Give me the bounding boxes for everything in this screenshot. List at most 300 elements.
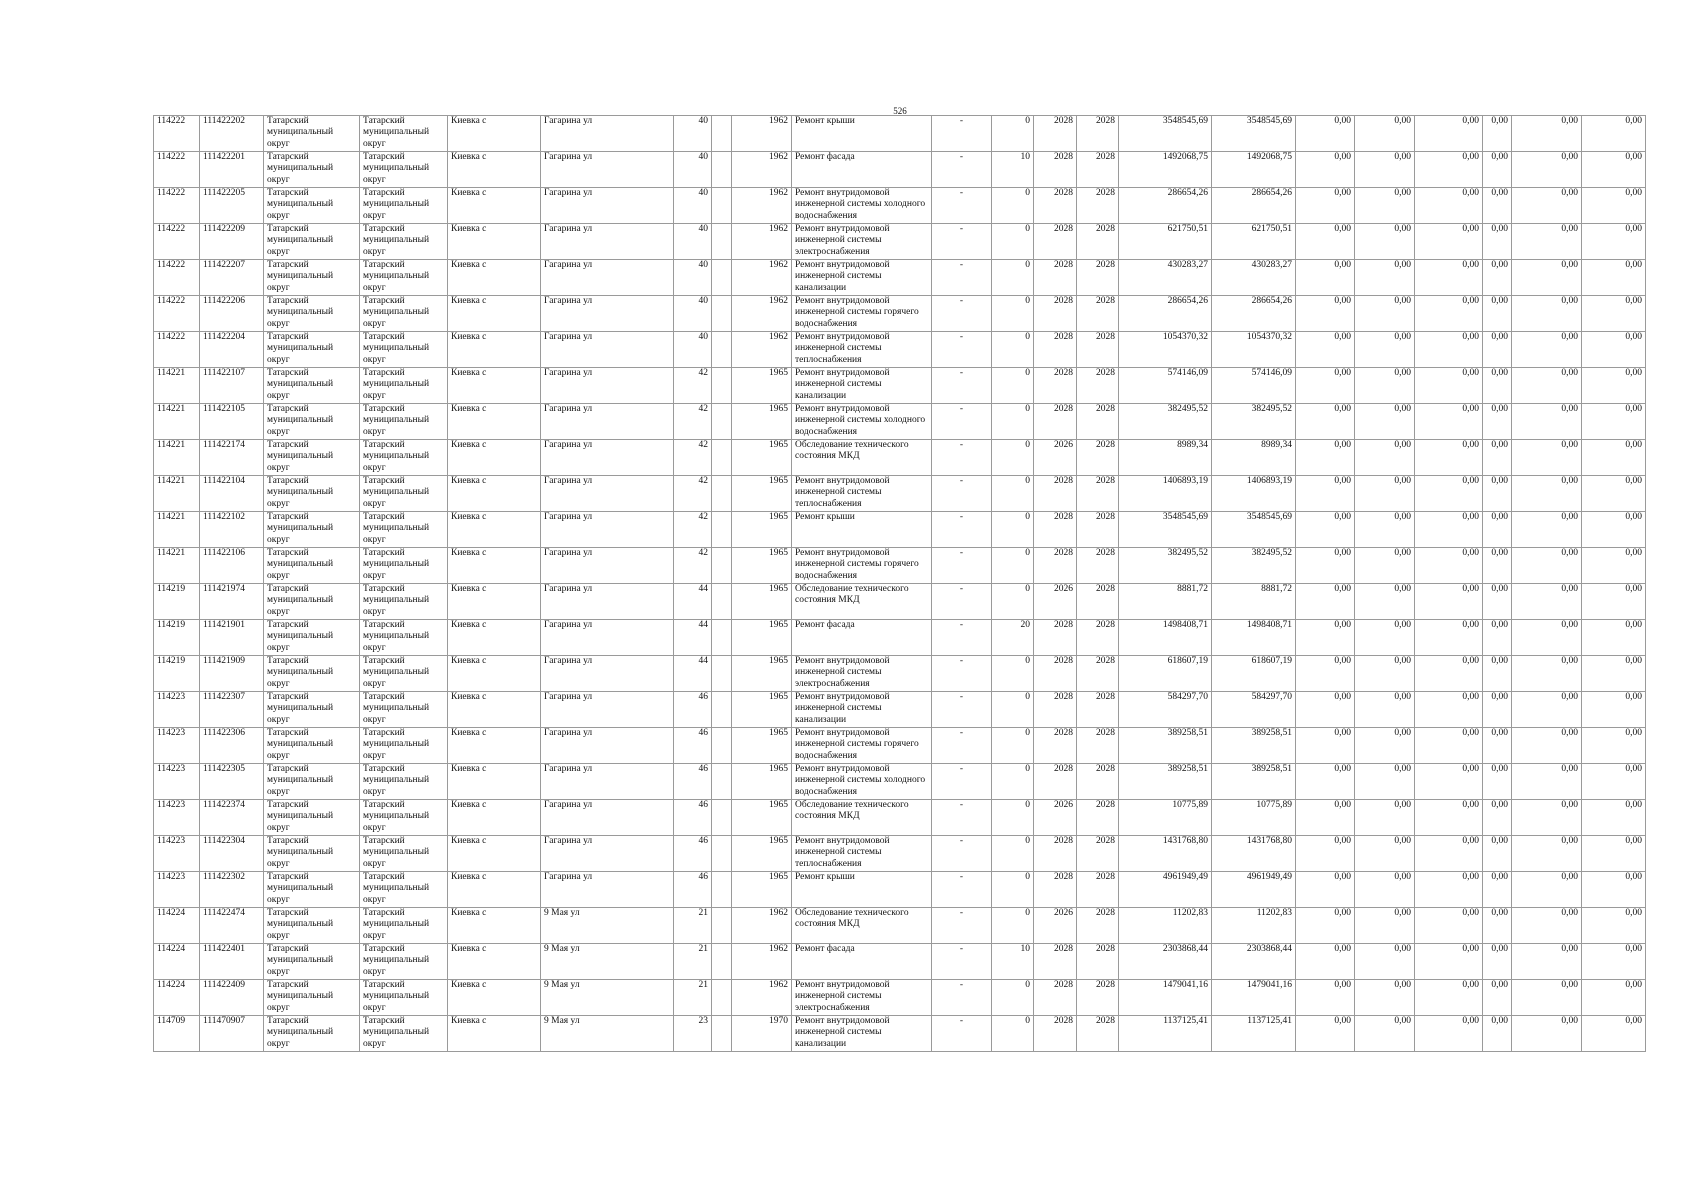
amount-cell: 0,00 xyxy=(1415,620,1483,656)
amount-cell: 0,00 xyxy=(1512,368,1582,404)
building-cell xyxy=(712,908,732,944)
amount-cell: 0,00 xyxy=(1512,800,1582,836)
year-start-cell: 2028 xyxy=(1034,872,1077,908)
amount-cell: 0,00 xyxy=(1415,548,1483,584)
settlement-cell: Киевка с xyxy=(448,836,541,872)
street-cell: Гагарина ул xyxy=(541,836,674,872)
year-end-cell: 2028 xyxy=(1077,620,1119,656)
dash-cell: - xyxy=(932,944,992,980)
value-cell: 0 xyxy=(992,728,1034,764)
amount-cell: 0,00 xyxy=(1512,656,1582,692)
settlement-cell: Киевка с xyxy=(448,152,541,188)
street-cell: Гагарина ул xyxy=(541,800,674,836)
district-cell: Татарский муниципальный округ xyxy=(264,764,360,800)
year-end-cell: 2028 xyxy=(1077,260,1119,296)
work-id-cell: 111422307 xyxy=(200,692,264,728)
cost-total-cell: 2303868,44 xyxy=(1119,944,1212,980)
value-cell: 0 xyxy=(992,296,1034,332)
house-number-cell: 23 xyxy=(674,1016,712,1052)
cost-fund-cell: 574146,09 xyxy=(1212,368,1296,404)
amount-cell: 0,00 xyxy=(1483,800,1512,836)
amount-cell: 0,00 xyxy=(1296,224,1355,260)
build-year-cell: 1962 xyxy=(732,152,792,188)
municipality-cell: Татарский муниципальный округ xyxy=(360,980,448,1016)
value-cell: 10 xyxy=(992,152,1034,188)
value-cell: 0 xyxy=(992,368,1034,404)
amount-cell: 0,00 xyxy=(1582,692,1646,728)
table-row xyxy=(154,908,1646,944)
building-cell xyxy=(712,152,732,188)
work-id-cell: 111422205 xyxy=(200,188,264,224)
settlement-cell: Киевка с xyxy=(448,368,541,404)
amount-cell: 0,00 xyxy=(1512,908,1582,944)
settlement-cell: Киевка с xyxy=(448,440,541,476)
municipality-cell: Татарский муниципальный округ xyxy=(360,872,448,908)
amount-cell: 0,00 xyxy=(1296,1016,1355,1052)
house-id-cell: 114221 xyxy=(154,548,200,584)
house-id-cell: 114221 xyxy=(154,368,200,404)
cost-total-cell: 584297,70 xyxy=(1119,692,1212,728)
build-year-cell: 1965 xyxy=(732,548,792,584)
dash-cell: - xyxy=(932,368,992,404)
amount-cell: 0,00 xyxy=(1582,224,1646,260)
value-cell: 0 xyxy=(992,980,1034,1016)
amount-cell: 0,00 xyxy=(1415,1016,1483,1052)
year-start-cell: 2028 xyxy=(1034,728,1077,764)
district-cell: Татарский муниципальный округ xyxy=(264,980,360,1016)
amount-cell: 0,00 xyxy=(1355,764,1415,800)
amount-cell: 0,00 xyxy=(1512,548,1582,584)
value-cell: 0 xyxy=(992,1016,1034,1052)
amount-cell: 0,00 xyxy=(1355,116,1415,152)
cost-total-cell: 286654,26 xyxy=(1119,296,1212,332)
value-cell: 0 xyxy=(992,548,1034,584)
amount-cell: 0,00 xyxy=(1512,620,1582,656)
amount-cell: 0,00 xyxy=(1296,332,1355,368)
table-row xyxy=(154,224,1646,260)
amount-cell: 0,00 xyxy=(1483,296,1512,332)
amount-cell: 0,00 xyxy=(1512,728,1582,764)
street-cell: Гагарина ул xyxy=(541,152,674,188)
settlement-cell: Киевка с xyxy=(448,728,541,764)
year-start-cell: 2028 xyxy=(1034,332,1077,368)
amount-cell: 0,00 xyxy=(1483,548,1512,584)
dash-cell: - xyxy=(932,188,992,224)
municipality-cell: Татарский муниципальный округ xyxy=(360,440,448,476)
amount-cell: 0,00 xyxy=(1582,116,1646,152)
amount-cell: 0,00 xyxy=(1355,944,1415,980)
table-row xyxy=(154,836,1646,872)
amount-cell: 0,00 xyxy=(1415,764,1483,800)
work-type-cell: Ремонт внутридомовой инженерной системы холодного водоснабжения xyxy=(792,404,932,440)
building-cell xyxy=(712,548,732,584)
amount-cell: 0,00 xyxy=(1296,728,1355,764)
dash-cell: - xyxy=(932,800,992,836)
dash-cell: - xyxy=(932,260,992,296)
work-id-cell: 111470907 xyxy=(200,1016,264,1052)
municipality-cell: Татарский муниципальный округ xyxy=(360,692,448,728)
house-number-cell: 42 xyxy=(674,404,712,440)
build-year-cell: 1962 xyxy=(732,116,792,152)
house-number-cell: 21 xyxy=(674,980,712,1016)
cost-fund-cell: 1431768,80 xyxy=(1212,836,1296,872)
amount-cell: 0,00 xyxy=(1582,764,1646,800)
municipality-cell: Татарский муниципальный округ xyxy=(360,512,448,548)
year-end-cell: 2028 xyxy=(1077,1016,1119,1052)
amount-cell: 0,00 xyxy=(1512,764,1582,800)
house-number-cell: 46 xyxy=(674,800,712,836)
house-number-cell: 21 xyxy=(674,944,712,980)
building-cell xyxy=(712,944,732,980)
table-row xyxy=(154,512,1646,548)
table-row xyxy=(154,116,1646,152)
table-row xyxy=(154,404,1646,440)
cost-fund-cell: 1137125,41 xyxy=(1212,1016,1296,1052)
cost-fund-cell: 618607,19 xyxy=(1212,656,1296,692)
settlement-cell: Киевка с xyxy=(448,800,541,836)
work-id-cell: 111421974 xyxy=(200,584,264,620)
municipality-cell: Татарский муниципальный округ xyxy=(360,620,448,656)
settlement-cell: Киевка с xyxy=(448,944,541,980)
table-row xyxy=(154,188,1646,224)
house-id-cell: 114222 xyxy=(154,152,200,188)
settlement-cell: Киевка с xyxy=(448,692,541,728)
dash-cell: - xyxy=(932,692,992,728)
amount-cell: 0,00 xyxy=(1355,728,1415,764)
amount-cell: 0,00 xyxy=(1355,332,1415,368)
settlement-cell: Киевка с xyxy=(448,980,541,1016)
year-start-cell: 2028 xyxy=(1034,980,1077,1016)
amount-cell: 0,00 xyxy=(1483,872,1512,908)
settlement-cell: Киевка с xyxy=(448,116,541,152)
amount-cell: 0,00 xyxy=(1296,260,1355,296)
cost-fund-cell: 1498408,71 xyxy=(1212,620,1296,656)
year-end-cell: 2028 xyxy=(1077,440,1119,476)
amount-cell: 0,00 xyxy=(1582,836,1646,872)
settlement-cell: Киевка с xyxy=(448,656,541,692)
amount-cell: 0,00 xyxy=(1483,116,1512,152)
street-cell: 9 Мая ул xyxy=(541,1016,674,1052)
year-end-cell: 2028 xyxy=(1077,368,1119,404)
value-cell: 0 xyxy=(992,224,1034,260)
house-id-cell: 114223 xyxy=(154,836,200,872)
table-row xyxy=(154,692,1646,728)
house-number-cell: 42 xyxy=(674,440,712,476)
build-year-cell: 1965 xyxy=(732,656,792,692)
work-type-cell: Ремонт крыши xyxy=(792,872,932,908)
cost-total-cell: 3548545,69 xyxy=(1119,512,1212,548)
amount-cell: 0,00 xyxy=(1355,1016,1415,1052)
amount-cell: 0,00 xyxy=(1483,440,1512,476)
work-id-cell: 111422305 xyxy=(200,764,264,800)
year-end-cell: 2028 xyxy=(1077,692,1119,728)
year-start-cell: 2028 xyxy=(1034,656,1077,692)
year-end-cell: 2028 xyxy=(1077,116,1119,152)
house-number-cell: 44 xyxy=(674,584,712,620)
year-start-cell: 2026 xyxy=(1034,800,1077,836)
amount-cell: 0,00 xyxy=(1296,152,1355,188)
work-id-cell: 111422202 xyxy=(200,116,264,152)
street-cell: 9 Мая ул xyxy=(541,908,674,944)
value-cell: 0 xyxy=(992,800,1034,836)
dash-cell: - xyxy=(932,980,992,1016)
building-cell xyxy=(712,620,732,656)
settlement-cell: Киевка с xyxy=(448,260,541,296)
work-id-cell: 111422374 xyxy=(200,800,264,836)
building-cell xyxy=(712,332,732,368)
cost-total-cell: 1431768,80 xyxy=(1119,836,1212,872)
cost-fund-cell: 286654,26 xyxy=(1212,296,1296,332)
amount-cell: 0,00 xyxy=(1415,836,1483,872)
settlement-cell: Киевка с xyxy=(448,620,541,656)
amount-cell: 0,00 xyxy=(1415,224,1483,260)
year-start-cell: 2028 xyxy=(1034,944,1077,980)
amount-cell: 0,00 xyxy=(1512,332,1582,368)
dash-cell: - xyxy=(932,224,992,260)
district-cell: Татарский муниципальный округ xyxy=(264,404,360,440)
build-year-cell: 1962 xyxy=(732,224,792,260)
house-id-cell: 114223 xyxy=(154,728,200,764)
district-cell: Татарский муниципальный округ xyxy=(264,656,360,692)
cost-fund-cell: 4961949,49 xyxy=(1212,872,1296,908)
amount-cell: 0,00 xyxy=(1415,656,1483,692)
amount-cell: 0,00 xyxy=(1512,404,1582,440)
work-type-cell: Обследование технического состояния МКД xyxy=(792,440,932,476)
municipality-cell: Татарский муниципальный округ xyxy=(360,944,448,980)
amount-cell: 0,00 xyxy=(1355,440,1415,476)
amount-cell: 0,00 xyxy=(1483,404,1512,440)
cost-fund-cell: 1054370,32 xyxy=(1212,332,1296,368)
cost-fund-cell: 10775,89 xyxy=(1212,800,1296,836)
house-id-cell: 114221 xyxy=(154,512,200,548)
municipality-cell: Татарский муниципальный округ xyxy=(360,728,448,764)
house-id-cell: 114222 xyxy=(154,260,200,296)
amount-cell: 0,00 xyxy=(1512,980,1582,1016)
year-end-cell: 2028 xyxy=(1077,980,1119,1016)
work-type-cell: Обследование технического состояния МКД xyxy=(792,800,932,836)
settlement-cell: Киевка с xyxy=(448,332,541,368)
amount-cell: 0,00 xyxy=(1512,116,1582,152)
amount-cell: 0,00 xyxy=(1296,404,1355,440)
amount-cell: 0,00 xyxy=(1296,800,1355,836)
amount-cell: 0,00 xyxy=(1582,728,1646,764)
cost-fund-cell: 389258,51 xyxy=(1212,764,1296,800)
house-id-cell: 114224 xyxy=(154,944,200,980)
value-cell: 0 xyxy=(992,188,1034,224)
amount-cell: 0,00 xyxy=(1483,188,1512,224)
amount-cell: 0,00 xyxy=(1296,908,1355,944)
value-cell: 0 xyxy=(992,584,1034,620)
house-number-cell: 44 xyxy=(674,620,712,656)
year-start-cell: 2028 xyxy=(1034,188,1077,224)
building-cell xyxy=(712,656,732,692)
cost-fund-cell: 3548545,69 xyxy=(1212,116,1296,152)
building-cell xyxy=(712,980,732,1016)
amount-cell: 0,00 xyxy=(1582,980,1646,1016)
district-cell: Татарский муниципальный округ xyxy=(264,944,360,980)
municipality-cell: Татарский муниципальный округ xyxy=(360,332,448,368)
work-id-cell: 111422204 xyxy=(200,332,264,368)
year-end-cell: 2028 xyxy=(1077,944,1119,980)
build-year-cell: 1962 xyxy=(732,188,792,224)
cost-fund-cell: 2303868,44 xyxy=(1212,944,1296,980)
street-cell: 9 Мая ул xyxy=(541,980,674,1016)
settlement-cell: Киевка с xyxy=(448,548,541,584)
table-body xyxy=(154,116,1646,1052)
work-id-cell: 111422306 xyxy=(200,728,264,764)
dash-cell: - xyxy=(932,584,992,620)
table-row xyxy=(154,872,1646,908)
build-year-cell: 1965 xyxy=(732,728,792,764)
amount-cell: 0,00 xyxy=(1296,584,1355,620)
dash-cell: - xyxy=(932,548,992,584)
year-end-cell: 2028 xyxy=(1077,656,1119,692)
work-id-cell: 111422105 xyxy=(200,404,264,440)
year-end-cell: 2028 xyxy=(1077,332,1119,368)
work-type-cell: Обследование технического состояния МКД xyxy=(792,584,932,620)
cost-total-cell: 1406893,19 xyxy=(1119,476,1212,512)
year-end-cell: 2028 xyxy=(1077,512,1119,548)
district-cell: Татарский муниципальный округ xyxy=(264,908,360,944)
street-cell: Гагарина ул xyxy=(541,728,674,764)
municipality-cell: Татарский муниципальный округ xyxy=(360,188,448,224)
year-start-cell: 2028 xyxy=(1034,548,1077,584)
district-cell: Татарский муниципальный округ xyxy=(264,188,360,224)
work-id-cell: 111422401 xyxy=(200,944,264,980)
cost-fund-cell: 382495,52 xyxy=(1212,404,1296,440)
dash-cell: - xyxy=(932,656,992,692)
build-year-cell: 1962 xyxy=(732,908,792,944)
amount-cell: 0,00 xyxy=(1483,836,1512,872)
dash-cell: - xyxy=(932,512,992,548)
amount-cell: 0,00 xyxy=(1512,476,1582,512)
amount-cell: 0,00 xyxy=(1483,656,1512,692)
build-year-cell: 1965 xyxy=(732,584,792,620)
year-end-cell: 2028 xyxy=(1077,836,1119,872)
amount-cell: 0,00 xyxy=(1415,188,1483,224)
work-type-cell: Ремонт внутридомовой инженерной системы горячего водоснабжения xyxy=(792,296,932,332)
amount-cell: 0,00 xyxy=(1582,1016,1646,1052)
house-number-cell: 42 xyxy=(674,476,712,512)
house-id-cell: 114223 xyxy=(154,872,200,908)
building-cell xyxy=(712,512,732,548)
year-end-cell: 2028 xyxy=(1077,584,1119,620)
cost-total-cell: 1054370,32 xyxy=(1119,332,1212,368)
street-cell: Гагарина ул xyxy=(541,584,674,620)
amount-cell: 0,00 xyxy=(1296,548,1355,584)
district-cell: Татарский муниципальный округ xyxy=(264,1016,360,1052)
table-row xyxy=(154,656,1646,692)
build-year-cell: 1965 xyxy=(732,368,792,404)
value-cell: 10 xyxy=(992,944,1034,980)
work-type-cell: Ремонт внутридомовой инженерной системы холодного водоснабжения xyxy=(792,188,932,224)
settlement-cell: Киевка с xyxy=(448,188,541,224)
amount-cell: 0,00 xyxy=(1582,188,1646,224)
building-cell xyxy=(712,404,732,440)
table-row xyxy=(154,440,1646,476)
amount-cell: 0,00 xyxy=(1512,512,1582,548)
work-id-cell: 111422207 xyxy=(200,260,264,296)
amount-cell: 0,00 xyxy=(1355,152,1415,188)
house-id-cell: 114221 xyxy=(154,440,200,476)
work-id-cell: 111422104 xyxy=(200,476,264,512)
district-cell: Татарский муниципальный округ xyxy=(264,152,360,188)
dash-cell: - xyxy=(932,908,992,944)
amount-cell: 0,00 xyxy=(1355,296,1415,332)
cost-total-cell: 1492068,75 xyxy=(1119,152,1212,188)
value-cell: 0 xyxy=(992,476,1034,512)
municipality-cell: Татарский муниципальный округ xyxy=(360,404,448,440)
amount-cell: 0,00 xyxy=(1296,296,1355,332)
work-type-cell: Ремонт внутридомовой инженерной системы канализации xyxy=(792,1016,932,1052)
cost-fund-cell: 8881,72 xyxy=(1212,584,1296,620)
amount-cell: 0,00 xyxy=(1415,908,1483,944)
table-row xyxy=(154,620,1646,656)
work-id-cell: 111421901 xyxy=(200,620,264,656)
work-type-cell: Ремонт внутридомовой инженерной системы теплоснабжения xyxy=(792,836,932,872)
year-start-cell: 2028 xyxy=(1034,224,1077,260)
street-cell: Гагарина ул xyxy=(541,692,674,728)
street-cell: Гагарина ул xyxy=(541,368,674,404)
year-start-cell: 2026 xyxy=(1034,440,1077,476)
settlement-cell: Киевка с xyxy=(448,224,541,260)
dash-cell: - xyxy=(932,476,992,512)
cost-fund-cell: 1406893,19 xyxy=(1212,476,1296,512)
year-start-cell: 2028 xyxy=(1034,296,1077,332)
settlement-cell: Киевка с xyxy=(448,1016,541,1052)
work-id-cell: 111422304 xyxy=(200,836,264,872)
street-cell: Гагарина ул xyxy=(541,404,674,440)
house-number-cell: 42 xyxy=(674,368,712,404)
district-cell: Татарский муниципальный округ xyxy=(264,800,360,836)
cost-total-cell: 1479041,16 xyxy=(1119,980,1212,1016)
year-end-cell: 2028 xyxy=(1077,908,1119,944)
building-cell xyxy=(712,764,732,800)
house-id-cell: 114222 xyxy=(154,332,200,368)
street-cell: Гагарина ул xyxy=(541,332,674,368)
work-type-cell: Ремонт внутридомовой инженерной системы холодного водоснабжения xyxy=(792,764,932,800)
cost-total-cell: 389258,51 xyxy=(1119,764,1212,800)
amount-cell: 0,00 xyxy=(1582,296,1646,332)
work-type-cell: Обследование технического состояния МКД xyxy=(792,908,932,944)
cost-total-cell: 382495,52 xyxy=(1119,404,1212,440)
amount-cell: 0,00 xyxy=(1582,584,1646,620)
amount-cell: 0,00 xyxy=(1512,692,1582,728)
district-cell: Татарский муниципальный округ xyxy=(264,620,360,656)
cost-fund-cell: 1479041,16 xyxy=(1212,980,1296,1016)
dash-cell: - xyxy=(932,1016,992,1052)
year-end-cell: 2028 xyxy=(1077,404,1119,440)
year-end-cell: 2028 xyxy=(1077,152,1119,188)
street-cell: Гагарина ул xyxy=(541,116,674,152)
amount-cell: 0,00 xyxy=(1415,512,1483,548)
cost-total-cell: 621750,51 xyxy=(1119,224,1212,260)
work-id-cell: 111422474 xyxy=(200,908,264,944)
amount-cell: 0,00 xyxy=(1415,800,1483,836)
build-year-cell: 1965 xyxy=(732,620,792,656)
amount-cell: 0,00 xyxy=(1296,116,1355,152)
work-type-cell: Ремонт крыши xyxy=(792,512,932,548)
street-cell: Гагарина ул xyxy=(541,656,674,692)
cost-total-cell: 574146,09 xyxy=(1119,368,1212,404)
year-start-cell: 2028 xyxy=(1034,152,1077,188)
dash-cell: - xyxy=(932,152,992,188)
amount-cell: 0,00 xyxy=(1355,836,1415,872)
building-cell xyxy=(712,188,732,224)
house-number-cell: 40 xyxy=(674,224,712,260)
build-year-cell: 1970 xyxy=(732,1016,792,1052)
amount-cell: 0,00 xyxy=(1415,728,1483,764)
